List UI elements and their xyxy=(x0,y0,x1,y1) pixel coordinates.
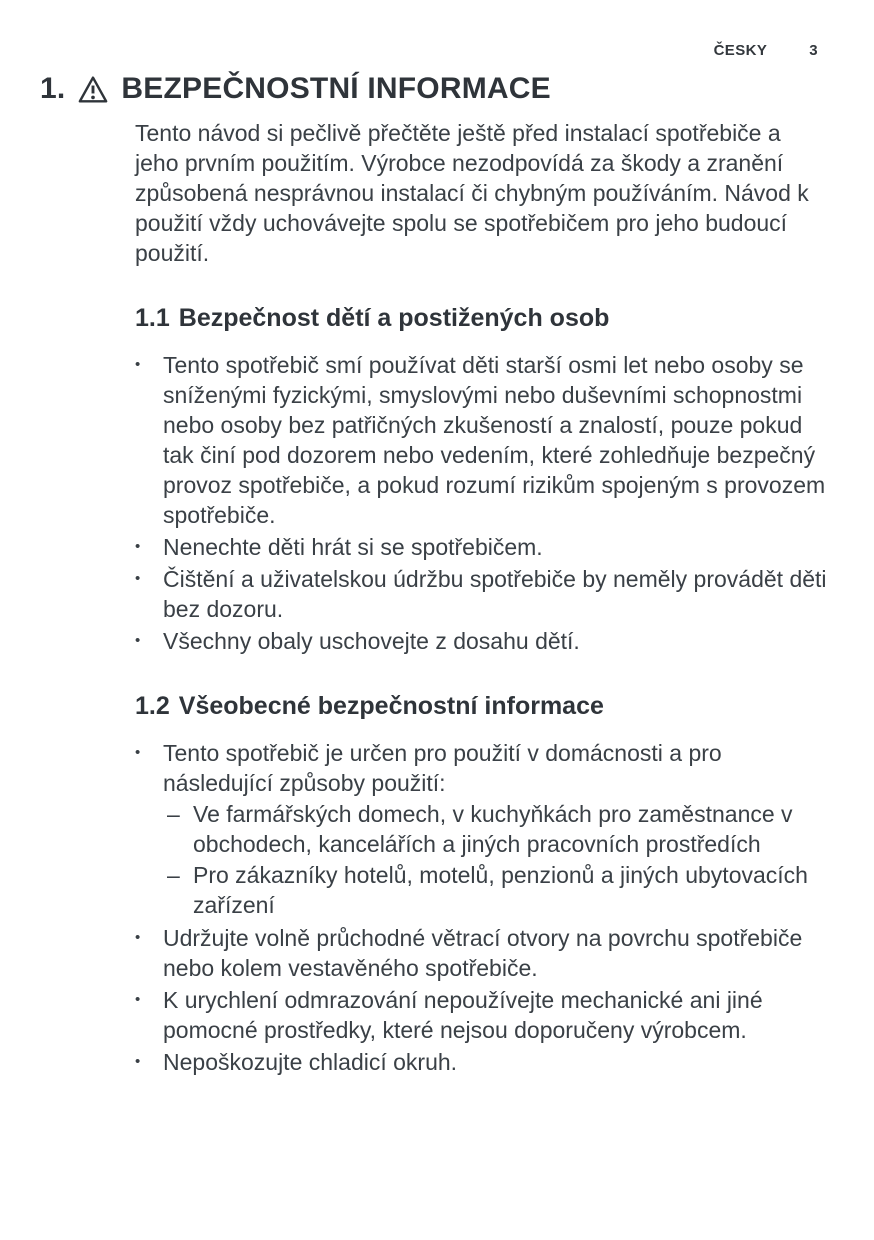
list-item xyxy=(135,350,830,530)
sub-list-item-text: Ve farmářských domech, v kuchyňkách pro zaměstnance v obchodech, kancelářích a jiných pracovních prostředích xyxy=(193,801,793,857)
page-content xyxy=(135,118,830,1079)
list-item xyxy=(135,626,830,656)
section-title-1-1 xyxy=(135,302,830,334)
list-item xyxy=(135,564,830,624)
bullet-marker: • xyxy=(135,356,141,373)
list-item xyxy=(135,532,830,562)
section-title-1-2 xyxy=(135,690,830,722)
warning-triangle-icon xyxy=(77,75,109,104)
section-title-text: Bezpečnost dětí a postižených osob xyxy=(178,304,610,332)
section-number: 1.1 xyxy=(135,304,170,332)
list-item-text: K urychlení odmrazování nepoužívejte mechanické ani jiné pomocné prostředky, které nejsou doporučeny výrobcem. xyxy=(163,987,763,1043)
intro-paragraph: Tento návod si pečlivě přečtěte ještě před instalací spotřebiče a jeho prvním použitím. Výrobce nezodpovídá za škody a zranění způsobená nesprávnou instalací či chybným používáním. Návod k použití vždy uchovávejte spolu se spotřebičem pro jeho budoucí použití. xyxy=(135,120,809,266)
chapter-heading xyxy=(40,72,551,106)
list-item-text: Tento spotřebič smí používat děti starší osmi let nebo osoby se sníženými fyzickými, smyslovými nebo duševními schopnostmi nebo osoby bez patřičných zkušeností a znalostí, pouze pokud tak činí pod dozorem nebo vedením, které zohledňuje bezpečný provoz spotřebiče, a pokud rozumí rizikům spojeným s provozem spotřebiče. xyxy=(163,352,826,528)
sub-list-item xyxy=(167,799,830,859)
bullet-marker: • xyxy=(135,538,141,555)
list-item xyxy=(135,738,830,921)
list-item-text: Udržujte volně průchodné větrací otvory na povrchu spotřebiče nebo kolem vestavěného spotřebiče. xyxy=(163,925,803,981)
bullet-marker: • xyxy=(135,744,141,761)
chapter-title: BEZPEČNOSTNÍ INFORMACE xyxy=(121,72,551,105)
list-item-text xyxy=(163,738,830,921)
bullet-marker: • xyxy=(135,991,141,1008)
bullet-marker: • xyxy=(135,570,141,587)
section-title-text: Všeobecné bezpečnostní informace xyxy=(178,692,604,720)
list-item-intro: Tento spotřebič je určen pro použití v domácnosti a pro následující způsoby použití: xyxy=(163,740,722,796)
section-1-2-list xyxy=(135,738,830,1077)
section-number: 1.2 xyxy=(135,692,170,720)
list-item-text: Nenechte děti hrát si se spotřebičem. xyxy=(163,534,543,560)
chapter-number: 1. xyxy=(40,72,66,105)
language-label: ČESKY xyxy=(713,42,768,59)
section-1-1-list xyxy=(135,350,830,656)
list-item xyxy=(135,1047,830,1077)
list-item-text: Všechny obaly uschovejte z dosahu dětí. xyxy=(163,628,580,654)
sub-list-item-text: Pro zákazníky hotelů, motelů, penzionů a jiných ubytovacích zařízení xyxy=(193,862,808,918)
list-item xyxy=(135,923,830,983)
sub-list xyxy=(167,799,830,920)
bullet-marker: • xyxy=(135,929,141,946)
list-item-text: Nepoškozujte chladicí okruh. xyxy=(163,1049,458,1075)
page-header xyxy=(714,42,818,59)
dash-marker: – xyxy=(167,862,180,888)
page-number: 3 xyxy=(809,42,818,59)
list-item-text: Čištění a uživatelskou údržbu spotřebiče by neměly provádět děti bez dozoru. xyxy=(163,566,827,622)
dash-marker: – xyxy=(167,801,180,827)
sub-list-item xyxy=(167,860,830,920)
bullet-marker: • xyxy=(135,632,141,649)
bullet-marker: • xyxy=(135,1053,141,1070)
list-item xyxy=(135,985,830,1045)
